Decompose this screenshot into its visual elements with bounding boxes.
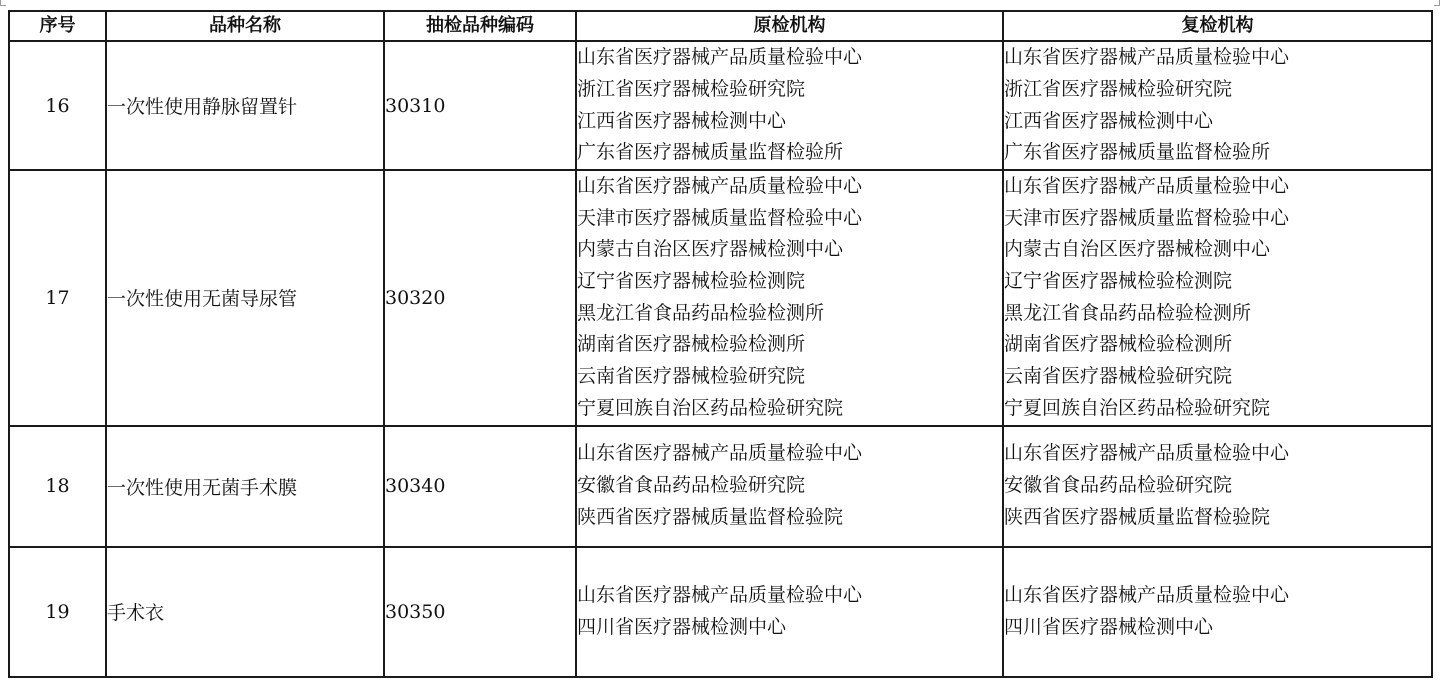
institution-line: 山东省医疗器械产品质量检验中心 (1004, 175, 1290, 197)
page-corner-marks (0, 0, 1440, 10)
product-code-cell: 30320 (384, 170, 576, 426)
product-name-cell: 一次性使用无菌导尿管 (106, 170, 384, 426)
institution-line: 山东省医疗器械产品质量检验中心 (1004, 442, 1290, 465)
crop-mark-right-h (1434, 5, 1440, 6)
serial-no-cell: 18 (9, 426, 106, 547)
institution-line: 山东省医疗器械产品质量检验中心 (577, 46, 863, 69)
product-name-cell: 手术衣 (106, 547, 384, 677)
product-name-cell: 一次性使用无菌手术膜 (106, 426, 384, 547)
recheck-institution-cell (1003, 41, 1432, 170)
institution-line: 内蒙古自治区医疗器械检测中心 (577, 238, 844, 261)
serial-no-cell: 17 (9, 170, 106, 426)
institution-line: 四川省医疗器械检测中心 (1004, 615, 1214, 638)
table-row (9, 41, 1432, 170)
recheck-institution-cell (1003, 426, 1432, 547)
institution-line: 安徽省食品药品检验研究院 (1004, 474, 1233, 497)
crop-mark-left-h (0, 5, 6, 6)
institution-line: 天津市医疗器械质量监督检验中心 (577, 206, 863, 229)
institution-line: 广东省医疗器械质量监督检验所 (1004, 141, 1271, 164)
header-product-code: 抽检品种编码 (384, 11, 576, 41)
table-row (9, 426, 1432, 547)
product-code-cell: 30350 (384, 547, 576, 677)
institution-line: 黑龙江省食品药品检验检测所 (577, 301, 825, 324)
serial-no-cell: 19 (9, 547, 106, 677)
inspection-table (8, 10, 1433, 678)
institution-line: 江西省医疗器械检测中心 (577, 109, 787, 132)
header-serial-no: 序号 (9, 11, 106, 41)
institution-line: 湖南省医疗器械检验检测所 (577, 333, 806, 356)
institution-line: 浙江省医疗器械检验研究院 (1004, 77, 1233, 100)
original-institution-cell (576, 41, 1003, 170)
institution-line: 山东省医疗器械产品质量检验中心 (577, 175, 863, 197)
institution-line: 陕西省医疗器械质量监督检验院 (577, 505, 844, 528)
institution-line: 宁夏回族自治区药品检验研究院 (577, 396, 844, 419)
table-row (9, 170, 1432, 426)
institution-line: 陕西省医疗器械质量监督检验院 (1004, 505, 1271, 528)
product-code-cell: 30310 (384, 41, 576, 170)
institution-line: 四川省医疗器械检测中心 (577, 615, 787, 638)
original-institution-cell (576, 426, 1003, 547)
table-row (9, 547, 1432, 677)
recheck-institution-cell (1003, 170, 1432, 426)
institution-line: 山东省医疗器械产品质量检验中心 (577, 583, 863, 606)
original-institution-cell (576, 547, 1003, 677)
institution-line: 江西省医疗器械检测中心 (1004, 109, 1214, 132)
institution-line: 宁夏回族自治区药品检验研究院 (1004, 396, 1271, 419)
header-recheck-institution: 复检机构 (1003, 11, 1432, 41)
header-original-institution: 原检机构 (576, 11, 1003, 41)
institution-line: 山东省医疗器械产品质量检验中心 (1004, 46, 1290, 69)
original-institution-cell (576, 170, 1003, 426)
institution-line: 黑龙江省食品药品检验检测所 (1004, 301, 1252, 324)
product-code-cell: 30340 (384, 426, 576, 547)
institution-line: 辽宁省医疗器械检验检测院 (577, 270, 806, 293)
institution-line: 辽宁省医疗器械检验检测院 (1004, 270, 1233, 293)
institution-line: 广东省医疗器械质量监督检验所 (577, 141, 844, 164)
institution-line: 山东省医疗器械产品质量检验中心 (1004, 583, 1290, 606)
institution-line: 云南省医疗器械检验研究院 (1004, 365, 1233, 388)
institution-line: 浙江省医疗器械检验研究院 (577, 77, 806, 100)
institution-line: 湖南省医疗器械检验检测所 (1004, 333, 1233, 356)
institution-line: 山东省医疗器械产品质量检验中心 (577, 442, 863, 465)
institution-line: 云南省医疗器械检验研究院 (577, 365, 806, 388)
institution-line: 天津市医疗器械质量监督检验中心 (1004, 206, 1290, 229)
table-header-row (9, 11, 1432, 41)
product-name-cell: 一次性使用静脉留置针 (106, 41, 384, 170)
header-product-name: 品种名称 (106, 11, 384, 41)
serial-no-cell: 16 (9, 41, 106, 170)
recheck-institution-cell (1003, 547, 1432, 677)
institution-line: 安徽省食品药品检验研究院 (577, 474, 806, 497)
institution-line: 内蒙古自治区医疗器械检测中心 (1004, 238, 1271, 261)
